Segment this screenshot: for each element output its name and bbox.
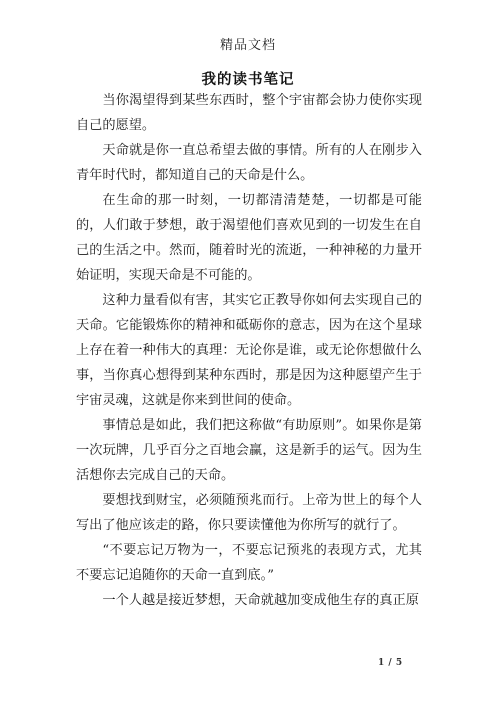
paragraph: “不要忘记万物为一，不要忘记预兆的表现方式，尤其不要忘记追随你的天命一直到底。” [76,543,422,583]
paragraph: 这种力量看似有害，其实它正教导你如何去实现自己的天命。它能锻炼你的精神和砥砺你的意志，因为在这个星球上存在着一种伟大的真理：无论你是谁，或无论你想做什么事，当你真心想得到某种东西时，那是因为这种愿望产生于宇宙灵魂，这就是你来到世间的使命。 [76,293,422,408]
paragraph: 在生命的那一时刻，一切都清清楚楚，一切都是可能的，人们敢于梦想，敢于渴望他们喜欢见到的一切发生在自己的生活之中。然而，随着时光的流逝，一种神秘的力量开始证明，实现天命是不可能的。 [76,193,422,283]
paragraph: 一个人越是接近梦想，天命就越加变成他生存的真正原 [102,593,419,608]
page-number: 1 / 5 [378,658,403,668]
paragraph: 天命就是你一直总希望去做的事情。所有的人在刚步入青年时代时，都知道自己的天命是什么。 [76,143,422,183]
page-header: 精品文档 [219,38,276,53]
document-title: 我的读书笔记 [201,71,295,88]
paragraph: 当你渴望得到某些东西时，整个宇宙都会协力使你实现自己的愿望。 [76,93,422,133]
paragraph: 事情总是如此，我们把这称做“有助原则”。如果你是第一次玩牌，几乎百分之百地会赢，这是新手的运气。因为生活想你去完成自己的天命。 [76,418,422,483]
document-body [76,88,422,613]
paragraph: 要想找到财宝，必须随预兆而行。上帝为世上的每个人写出了他应该走的路，你只要读懂他为你所写的就行了。 [76,493,422,533]
